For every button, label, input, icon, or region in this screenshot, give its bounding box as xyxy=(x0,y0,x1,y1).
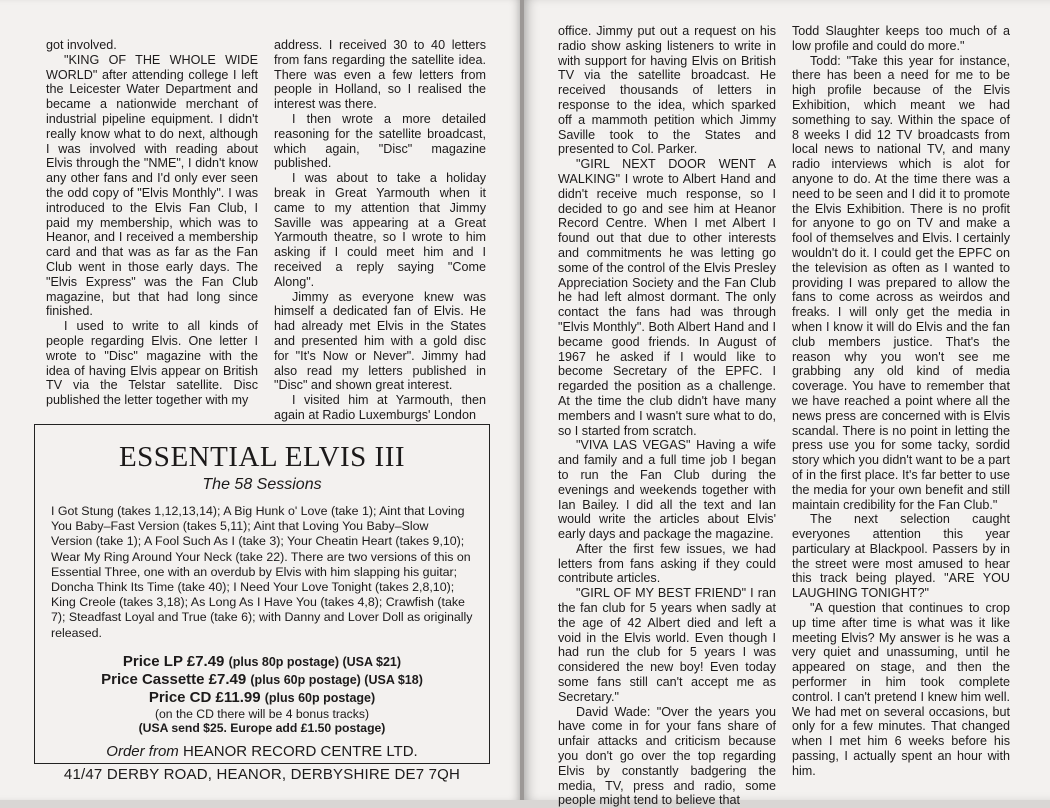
right-column-1 xyxy=(558,24,776,808)
left-column-1 xyxy=(46,38,258,408)
paragraph: "A question that continues to crop up time after time is what was it like meeting Elvis? My answer is he was a very quiet and unassuming, until he appeared on stage, and then the performer in him took complete control. I can't pretend I knew him well. We had met on several occasions, but only for a few minutes. That changed when I met him 6 weeks before his passing, I actually spent an hour with him. xyxy=(792,601,1010,778)
ad-price-cd: Price CD £11.99 (plus 60p postage) xyxy=(148,688,376,706)
right-column-2 xyxy=(792,24,1010,779)
paragraph: Jimmy as everyone knew was himself a dedicated fan of Elvis. He had already met Elvis in the States and presented him with a gold disc for "It's Now or Never". Jimmy had also read my letters published in "Disc" and shown great interest. xyxy=(274,289,486,393)
paragraph: got involved. xyxy=(46,38,117,52)
paragraph: I was about to take a holiday break in Great Yarmouth when it came to my attention that Jimmy Saville was appearing at a Great Yarmouth theatre, so I wrote to him asking if I could meet him and I received a reply saying "Come Along". xyxy=(274,171,486,289)
ad-order-line: Order from HEANOR RECORD CENTRE LTD. xyxy=(106,742,418,760)
paragraph: After the first few issues, we had letters from fans asking if they could contribute articles. xyxy=(558,541,776,586)
ad-subtitle: The 58 Sessions xyxy=(202,476,322,493)
paragraph: "GIRL OF MY BEST FRIEND" I ran the fan club for 5 years when sadly at the age of 42 Albert died and left a void in the Elvis world. Even though I had run the club for 5 years I was considered the new boy! Even today some fans still can't accept me as Secretary." xyxy=(558,586,776,704)
paragraph: I then wrote a more detailed reasoning for the satellite broadcast, which again, "Disc" magazine published. xyxy=(274,111,486,171)
paragraph: address. I received 30 to 40 letters from fans regarding the satellite idea. There was even a few letters from people in Holland, so I realised the interest was there. xyxy=(274,38,486,112)
paragraph: David Wade: "Over the years you have come in for your fans share of unfair attacks and criticism because you don't go over the top regarding Elvis by constantly badgering the media, TV, press and radio, some people might tend to believe that xyxy=(558,704,776,808)
paragraph: "GIRL NEXT DOOR WENT A WALKING" I wrote to Albert Hand and didn't receive much response, so I decided to go and see him at Heanor Record Centre. When I met Albert I found out that due to other interests and commitments he was letting go some of the control of the Elvis Presley Appreciation Society and the Fan Club he had left almost dormant. The only contact the fans had was through "Elvis Monthly". Both Albert Hand and I became good friends. In August of 1967 he asked if I would like to become Secretary of the EPFC. I regarded the position as a challenge. At the time the club didn't have many members and I wasn't sure what to do, so I started from scratch. xyxy=(558,157,776,438)
essential-elvis-advertisement xyxy=(34,424,490,783)
left-column-2 xyxy=(274,38,486,423)
ad-track-list: I Got Stung (takes 1,12,13,14); A Big Hunk o' Love (take 1); Aint that Loving You Baby–Fast Version (takes 5,11); Aint that Loving You Baby–Slow Version (take 1); A Fool Such As I (take 3); Your Cheatin Heart (takes 9,10); Wear My Ring Around Your Neck (take 22). There are two versions of this on Essential Three, one with an overdub by Elvis with him slapping his guitar; Doncha Think Its Time (take 40); I Need Your Love Tonight (takes 2,8,10); King Creole (takes 3,18); As Long As I Have You (takes 4,8); Crawfish (take 7); Steadfast Loyal and True (take 6); with Danny and Lover Doll as originally released. xyxy=(51,504,473,640)
paragraph: Todd Slaughter keeps too much of a low profile and could do more." xyxy=(792,24,1010,53)
paragraph: "VIVA LAS VEGAS" Having a wife and family and a full time job I began to run the Fan Club during the evenings and weekends together with Ian Bailey. I did all the text and Ian would write the articles about Elvis' early days and package the magazine. xyxy=(558,438,776,542)
right-page xyxy=(524,0,1050,808)
ad-price-lp: Price LP £7.49 (plus 80p postage) (USA $21) xyxy=(122,652,402,670)
paragraph: I used to write to all kinds of people regarding Elvis. One letter I wrote to "Disc" magazine with the idea of having Elvis appear on British TV via the Telstar satellite. Disc published the letter together with my xyxy=(46,319,258,408)
paragraph: Todd: "Take this year for instance, there has been a need for me to be high profile because of the Elvis Exhibition, which meant we had something to say. Within the space of 8 weeks I did 12 TV broadcasts from local news to national TV, and many radio interviews which is alot for anyone to do. At the time there was a need to be seen and I did it to promote the Elvis Exhibition. There is no profit for anyone to go on TV and make a fool of themselves and Elvis. I certainly wouldn't do it. I could get the EPFC on the television as often as I wanted to providing I was prepared to allow the fans to come across as weirdos and freaks. I will only get the media in when I know it will do Elvis and the fan club members justice. That's the reason why you won't see me grabbing any old kind of media coverage. You have to remember that we have reached a point where all the news press are concerned with is Elvis scandal. There is no point in letting the press use you for some tacky, sordid story which you didn't want to be a part of in the first place. It's far better to use the media for your own benefit and still maintain credibility for the Fan Club." xyxy=(792,53,1010,512)
paragraph: office. Jimmy put out a request on his radio show asking listeners to write in with support for having Elvis on British TV via the satellite broadcast. He received thousands of letters in response to the idea, which sparked off a mammoth petition which Jimmy Saville took to the States and presented to Col. Parker. xyxy=(558,24,776,157)
left-page xyxy=(0,0,520,800)
ad-title: ESSENTIAL ELVIS III xyxy=(118,441,406,473)
paragraph: I visited him at Yarmouth, then again at Radio Luxemburgs' London xyxy=(274,393,486,422)
paragraph: The next selection caught everyones attention this year particulary at Blackpool. Passers by in the street were most amused to hear this track being played. "ARE YOU LAUGHING TONIGHT?" xyxy=(792,512,1010,601)
ad-price-cassette: Price Cassette £7.49 (plus 60p postage) (USA $18) xyxy=(101,670,423,688)
paragraph: "KING OF THE WHOLE WIDE WORLD" after attending college I left the Leicester Water Department and became a nationwide merchant of industrial pipeline equipment. I didn't really know what to do next, although I was involved with reading about Elvis through the "NME", I didn't know any other fans and I'd only ever seen the odd copy of "Elvis Monthly". I was introduced to the Elvis Fan Club, I paid my membership, which was to Heanor, and I received a membership card and that was as far as the Fan Club went in those early days. The "Elvis Express" was the Fan Club magazine, but that had long since finished. xyxy=(46,52,258,319)
ad-address: 41/47 DERBY ROAD, HEANOR, DERBYSHIRE DE7 7QH xyxy=(63,765,461,783)
ad-cd-note: (on the CD there will be 4 bonus tracks) xyxy=(154,706,370,721)
ad-usa-note: (USA send $25. Europe add £1.50 postage) xyxy=(138,720,386,735)
